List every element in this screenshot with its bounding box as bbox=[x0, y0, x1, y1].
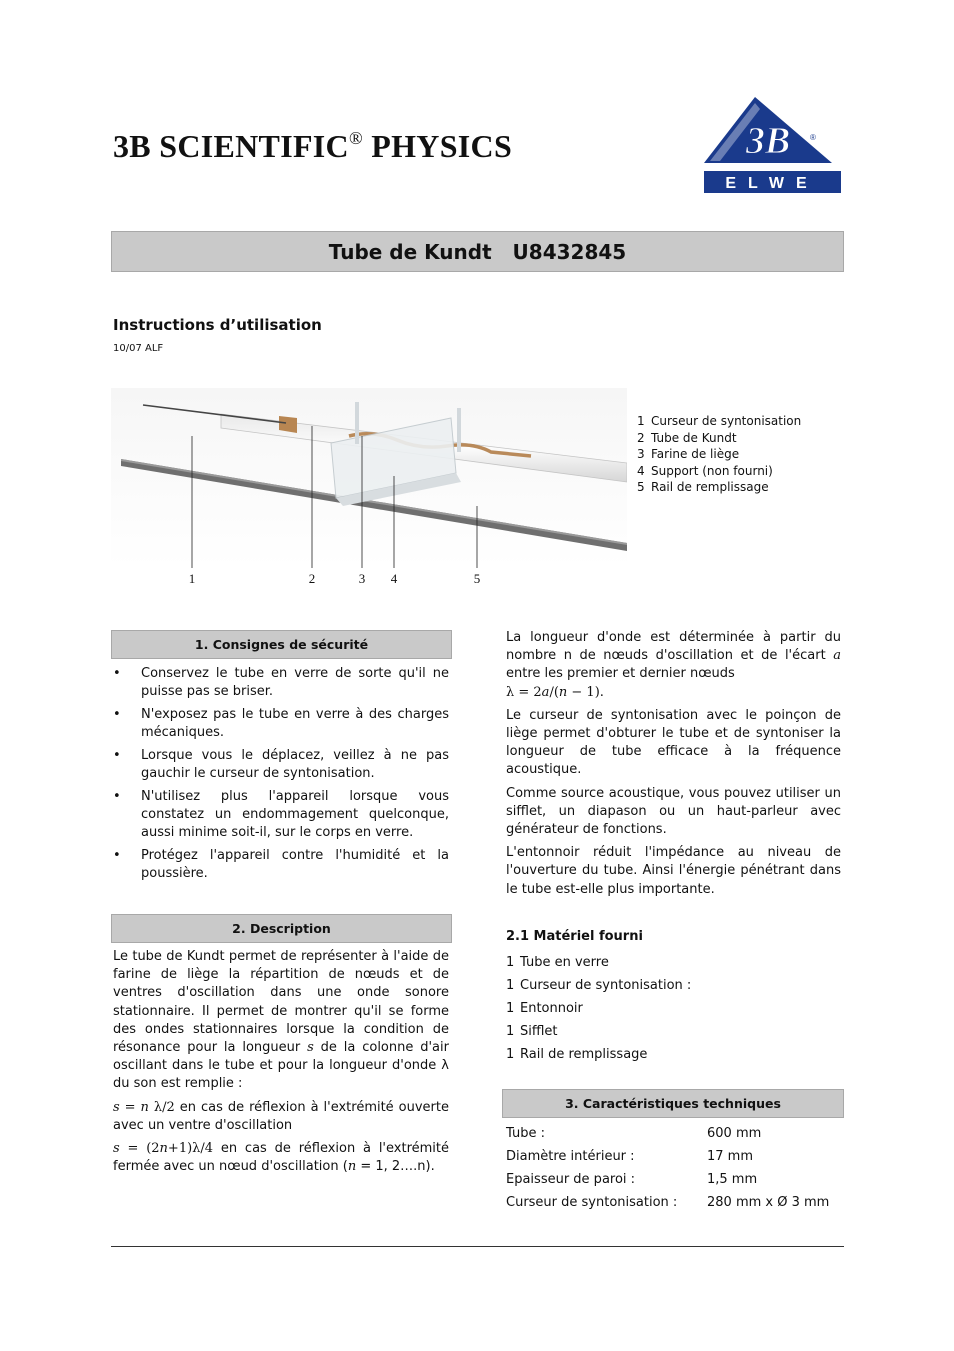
svg-text:3B: 3B bbox=[745, 120, 791, 162]
table-row: Epaisseur de paroi : 1,5 mm bbox=[506, 1172, 758, 1187]
table-row: Diamètre intérieur : 17 mm bbox=[506, 1149, 754, 1164]
formula-wavelength: λ = 2a/(n − 1). bbox=[506, 684, 604, 700]
description-paragraph: Le tube de Kundt permet de représenter à l'aide de farine de liège la répartition de nœuds et de ventres d'oscillation dans une onde sonore stationnaire. Il permet de montrer qu'il se forme des ondes stationnaires lorsque la condition de résonance pour la longueur s de la colonne d'air oscillant dans le tube et pour la longueur d'onde λ du son est remplie : bbox=[113, 949, 449, 1092]
legend-item: 4 Support (non fourni) bbox=[637, 463, 773, 478]
instructions-heading: Instructions d’utilisation bbox=[113, 316, 322, 334]
list-item: 1 Rail de remplissage bbox=[506, 1047, 648, 1062]
list-item: • N'exposez pas le tube en verre à des charges mécaniques. bbox=[113, 706, 449, 742]
callout-4: 4 bbox=[390, 571, 398, 584]
callout-5: 5 bbox=[473, 571, 481, 584]
section-1-heading: 1. Consignes de sécurité bbox=[111, 630, 452, 659]
section-2-heading: 2. Description bbox=[111, 914, 452, 943]
apparatus-figure bbox=[111, 388, 627, 584]
description-left bbox=[113, 948, 449, 1181]
revision-date: 10/07 ALF bbox=[113, 343, 164, 354]
section-2-1-heading: 2.1 Matériel fourni bbox=[506, 929, 643, 944]
table-row: Curseur de syntonisation : 280 mm x Ø 3 mm bbox=[506, 1195, 830, 1210]
list-item: 1 Entonnoir bbox=[506, 1001, 583, 1016]
formula-closed-end: s = (2n+1)λ/4 en cas de réflexion à l'extrémité fermée avec un nœud d'oscillation (n = 1, 2….n). bbox=[113, 1141, 449, 1175]
brand-title: 3B SCIENTIFIC® PHYSICS bbox=[113, 128, 513, 164]
3b-elwe-logo bbox=[700, 93, 842, 195]
footer-divider bbox=[111, 1246, 844, 1247]
description-paragraph: Comme source acoustique, vous pouvez utiliser un sifflet, un diapason ou un haut-parleur avec générateur de fonctions. bbox=[506, 785, 841, 838]
svg-text:®: ® bbox=[810, 133, 816, 142]
section-3-heading: 3. Caractéristiques techniques bbox=[502, 1089, 844, 1118]
document-title-bar bbox=[111, 231, 844, 272]
supplied-list bbox=[506, 951, 691, 1066]
callout-1: 1 bbox=[188, 571, 196, 584]
list-item: • Lorsque vous le déplacez, veillez à ne pas gauchir le curseur de syntonisation. bbox=[113, 747, 449, 783]
description-paragraph: L'entonnoir réduit l'impédance au niveau de l'ouverture du tube. Ainsi l'énergie pénétrant dans le tube est-elle plus importante. bbox=[506, 845, 841, 897]
legend-item: 5 Rail de remplissage bbox=[637, 480, 769, 494]
description-paragraph: La longueur d'onde est déterminée à partir du nombre n de nœuds d'oscillation et de l'écart a entre les premier et dernier nœuds bbox=[506, 630, 841, 682]
legend-item: 2 Tube de Kundt bbox=[637, 430, 737, 445]
description-right bbox=[506, 629, 841, 904]
list-item: 1 Curseur de syntonisation : bbox=[506, 978, 692, 993]
callout-2: 2 bbox=[308, 571, 316, 584]
formula-open-end: s = n λ/2 en cas de réflexion à l'extrémité ouverte avec un ventre d'oscillation bbox=[113, 1099, 449, 1133]
figure-legend bbox=[637, 413, 801, 496]
list-item: 1 Tube en verre bbox=[506, 955, 609, 970]
legend-item: 1 Curseur de syntonisation bbox=[637, 414, 802, 428]
list-item: • N'utilisez plus l'appareil lorsque vous constatez un endommagement quelconque, aussi minime soit-il, sur le corps en verre. bbox=[113, 788, 449, 842]
legend-item: 3 Farine de liège bbox=[637, 447, 740, 461]
specs-table bbox=[506, 1122, 829, 1214]
list-item: 1 Sifflet bbox=[506, 1024, 558, 1039]
document-title: Tube de Kundt U8432845 bbox=[328, 239, 627, 264]
svg-text:ELWE: ELWE bbox=[725, 175, 819, 192]
list-item: • Conservez le tube en verre de sorte qu'il ne puisse pas se briser. bbox=[113, 665, 449, 701]
list-item: • Protégez l'appareil contre l'humidité et la poussière. bbox=[113, 847, 449, 883]
description-paragraph: Le curseur de syntonisation avec le poinçon de liège permet d'obturer le tube et de syntoniser la longueur de tube efficace à la fréquence acoustique. bbox=[506, 707, 841, 778]
safety-list bbox=[113, 665, 449, 888]
callout-3: 3 bbox=[358, 571, 366, 584]
table-row: Tube : 600 mm bbox=[506, 1126, 762, 1141]
